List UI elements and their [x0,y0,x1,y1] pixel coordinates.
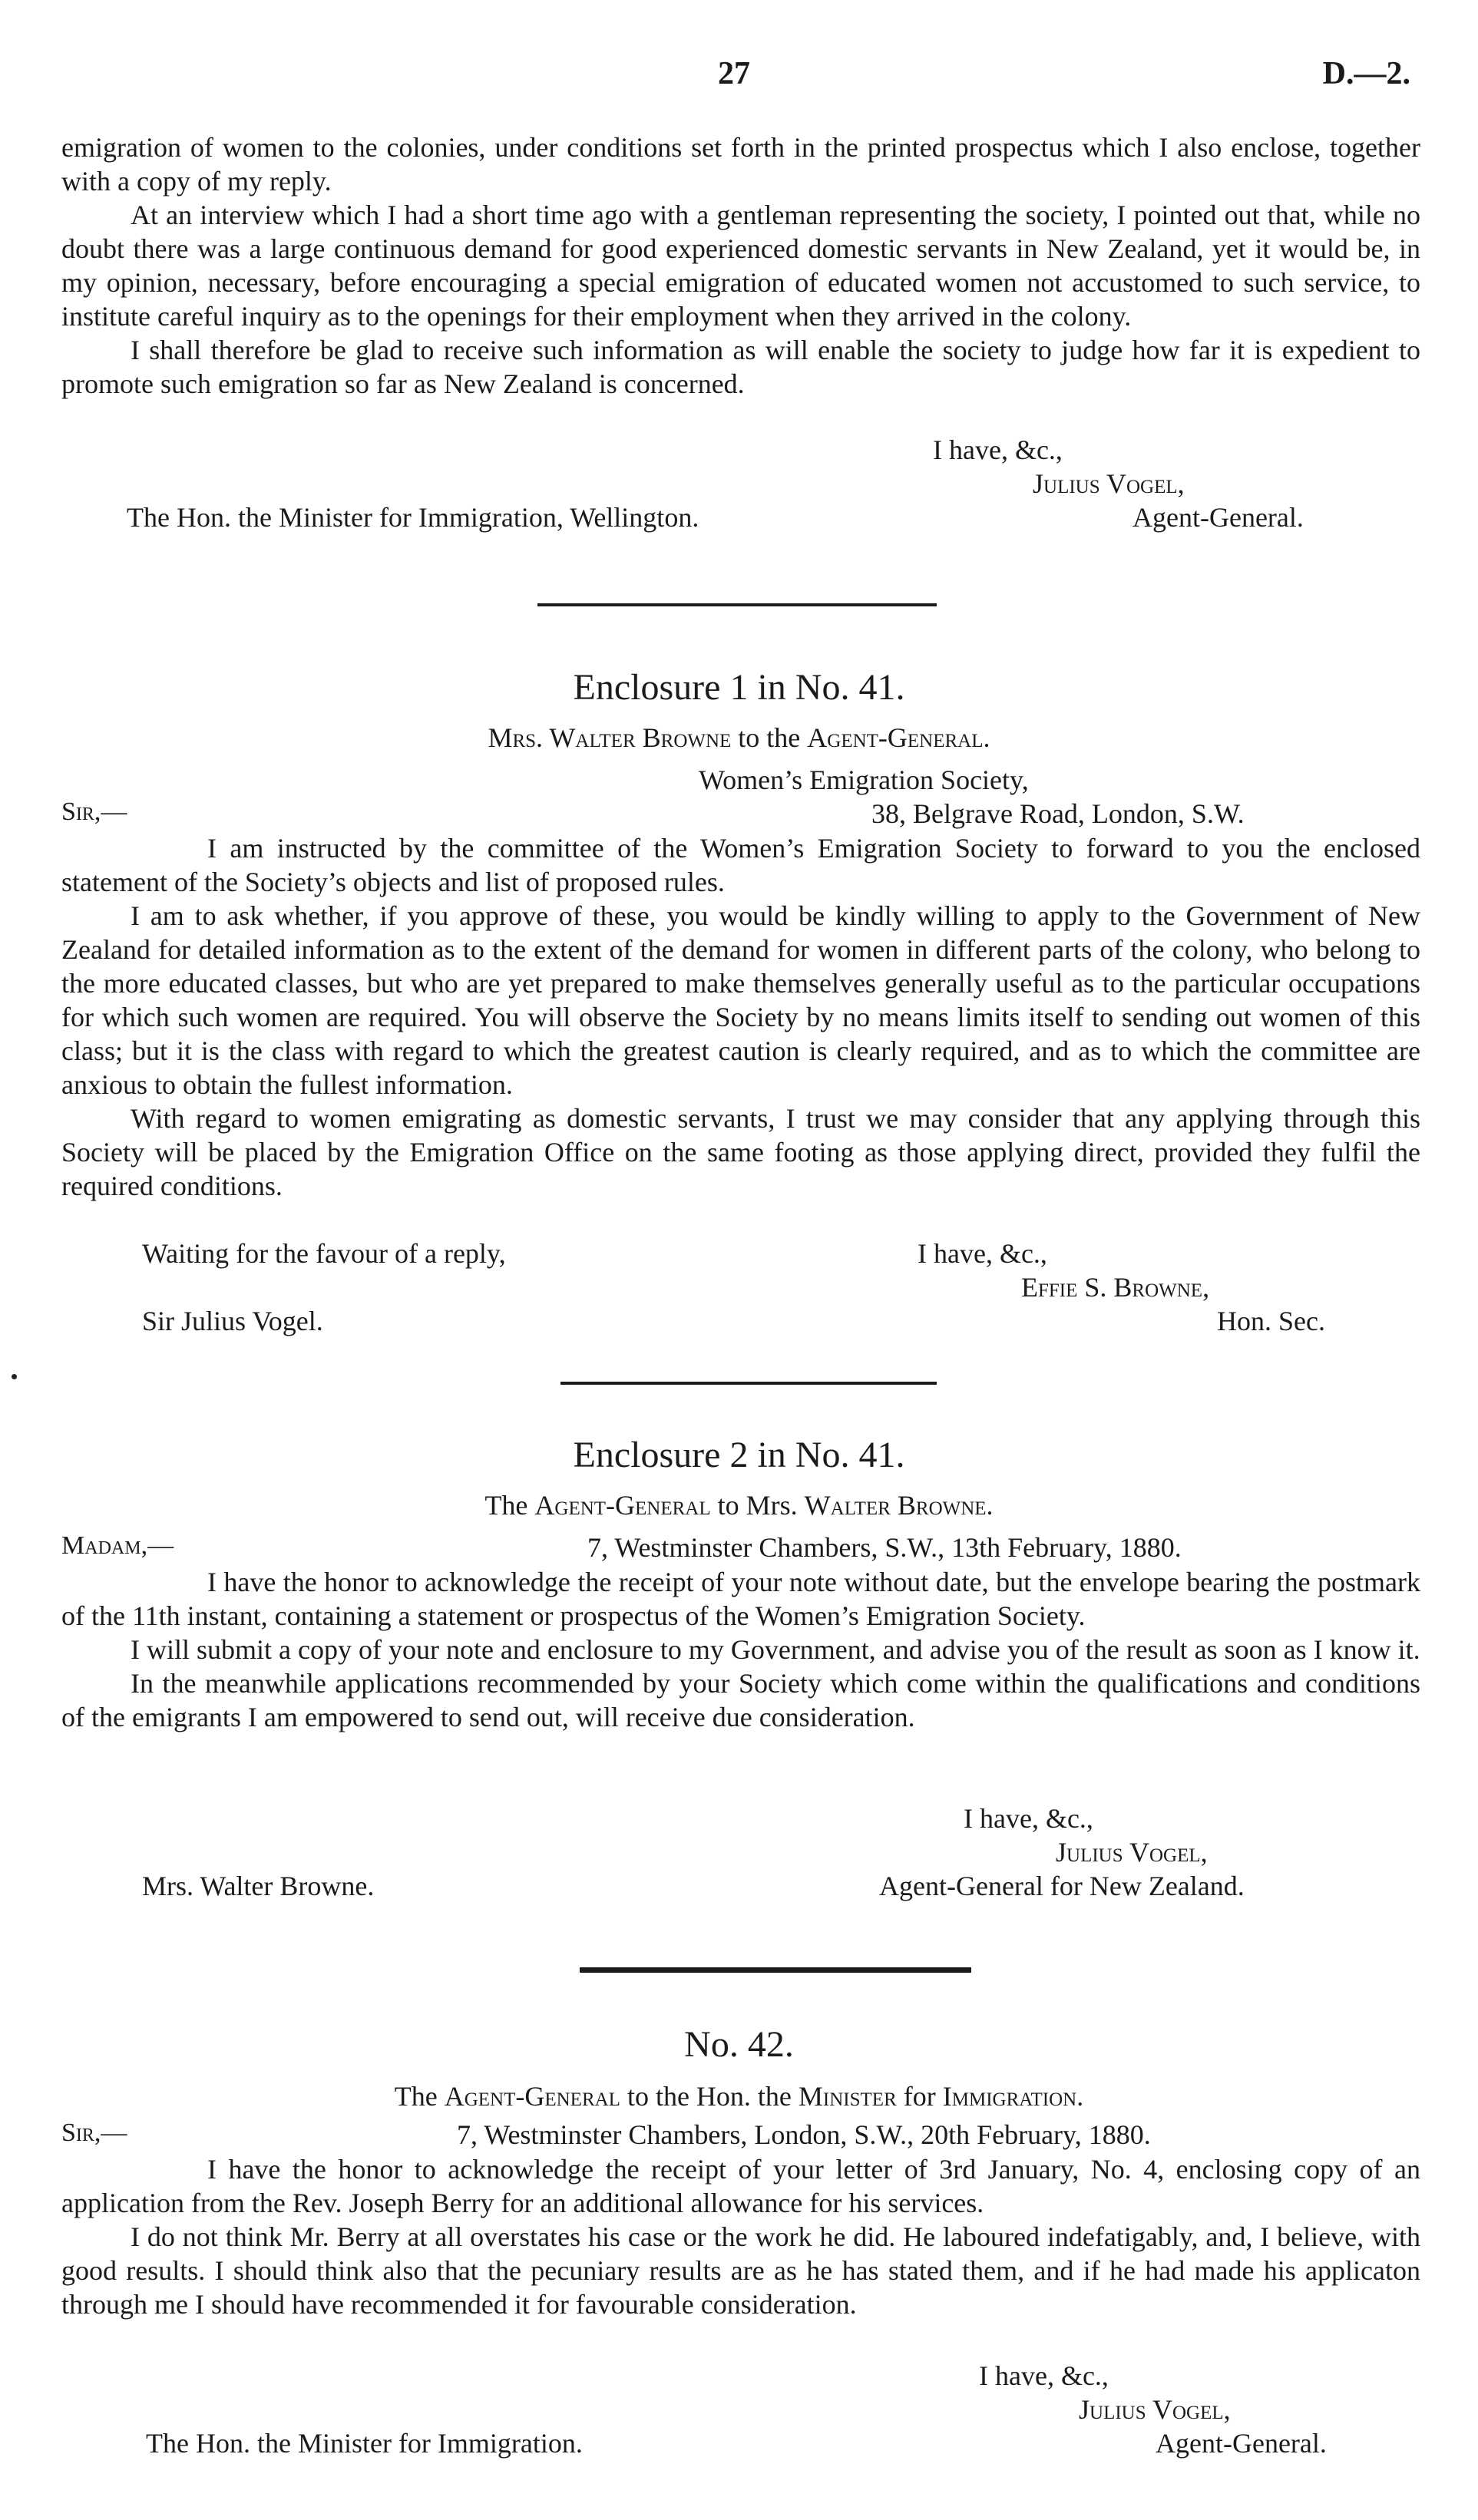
address-line: 7, Westminster Chambers, S.W., 13th February, 1880. [587,1532,1182,1563]
section-divider [537,603,937,606]
addressee: Mrs. Walter Browne. [142,1871,375,1901]
paragraph: emigration of women to the colonies, under conditions set forth in the printed prospectus which I also enclose, together with a copy of my reply. [61,132,1420,197]
subtitle-connector: to Mrs. [717,1490,798,1521]
recipient-dept: Immigration. [942,2081,1084,2112]
paragraph: I have the honor to acknowledge the receipt of your letter of 3rd January, No. 4, enclosing copy of an application from the Rev. Joseph Berry for an additional allowance for his services. [61,2154,1420,2218]
subtitle-connector-2: for [903,2081,936,2112]
paragraph: I am to ask whether, if you approve of these, you would be kindly willing to apply to the Government of New Zealand for detailed information as to the extent of the demand for women in different parts of the colony, who belong to the more educated classes, but who are yet prepared to make themselves generally useful as to the particular occupations for which such women are required. You will observe the Society by no means limits itself to sending out women of this class; but it is the class with regard to which the greatest caution is clearly required, and as to which the committee are anxious to obtain the fullest information. [61,900,1420,1100]
page-header [0,55,1478,101]
waiting-line: Waiting for the favour of a reply, [142,1238,506,1269]
letter-subtitle [0,2080,1478,2112]
paragraph: I shall therefore be glad to receive such information as will enable the society to judge how far it is expedient to promote such emigration so far as New Zealand is concerned. [61,335,1420,399]
paragraph: I will submit a copy of your note and enclosure to my Government, and advise you of the result as soon as I know it. [131,1634,1420,1665]
salutation: Sir,— [61,798,127,826]
section-divider-thick [580,1967,971,1973]
enclosure-subtitle [0,1489,1478,1521]
no42-body [61,2152,1420,2321]
subtitle-prefix: The [484,1490,528,1521]
signer-title: Agent-General. [1132,502,1304,533]
recipient-name: Walter Browne. [804,1490,994,1521]
signer-name: Julius Vogel, [1056,1837,1208,1868]
signer-title: Hon. Sec. [1217,1306,1325,1336]
recipient-name: Minister [798,2081,897,2112]
closing: I have, &c., [918,1238,1047,1269]
enclosure-subtitle [0,722,1478,754]
paragraph: With regard to women emigrating as domestic servants, I trust we may consider that any applying through this Society will be placed by the Emigration Office on the same footing as those applying direct, provided they fulfil the required conditions. [61,1103,1420,1201]
letter-number-title: No. 42. [684,2024,794,2065]
sender-name: Agent-General [534,1490,711,1521]
signer-title: Agent-General for New Zealand. [879,1871,1245,1901]
page-number: 27 [718,56,750,91]
margin-mark [12,1374,17,1379]
sender-name: Agent-General [444,2081,620,2112]
enclosure-title: Enclosure 2 in No. 41. [573,1435,905,1475]
addressee: The Hon. the Minister for Immigration. [146,2428,583,2459]
paragraph: In the meanwhile applications recommended by your Society which come within the qualifications and conditions of the emigrants I am empowered to send out, will receive due consideration. [61,1668,1420,1732]
letter-continuation [61,130,1420,401]
closing: I have, &c., [964,1803,1093,1834]
paragraph: I do not think Mr. Berry at all overstates his case or the work he did. He laboured indefatigably, and, I believe, with good results. I should think also that the pecuniary results are as he has stated them, and if he had made his applicaton through me I should have recommended it for favourable consideration. [61,2221,1420,2320]
document-reference: D.—2. [1322,56,1410,91]
paragraph: At an interview which I had a short time ago with a gentleman representing the society, I pointed out that, while no doubt there was a large continuous demand for good experienced domestic servants in New Zealand, yet it would be, in my opinion, necessary, before encouraging a special emigration of educated women not accustomed to such service, to institute careful inquiry as to the openings for their employment when they arrived in the colony. [61,200,1420,332]
enclosure-title: Enclosure 1 in No. 41. [573,667,905,708]
addressee: The Hon. the Minister for Immigration, Wellington. [127,502,699,533]
enclosure2-body [61,1565,1420,1734]
paragraph: I have the honor to acknowledge the receipt of your note without date, but the envelope bearing the postmark of the 11th instant, containing a statement or prospectus of the Women’s Emigration Society. [61,1567,1420,1631]
recipient-name: Agent-General. [807,722,990,753]
salutation: Madam,— [61,1531,174,1560]
salutation: Sir,— [61,2119,127,2147]
signer-name: Julius Vogel, [1033,468,1185,499]
signer-name: Julius Vogel, [1079,2394,1231,2425]
subtitle-prefix: The [394,2081,438,2112]
address-line-2: 38, Belgrave Road, London, S.W. [871,798,1245,829]
closing: I have, &c., [933,434,1063,465]
paragraph: I am instructed by the committee of the Women’s Emigration Society to forward to you the enclosed statement of the Society’s objects and list of proposed rules. [61,833,1420,897]
address-line-1: Women’s Emigration Society, [699,765,1029,795]
enclosure1-body [61,831,1420,1203]
sender-name: Mrs. Walter Browne [488,722,732,753]
signer-name: Effie S. Browne, [1021,1272,1210,1303]
subtitle-connector: to the [738,722,801,753]
section-divider [560,1382,937,1385]
closing: I have, &c., [979,2360,1109,2391]
subtitle-connector: to the Hon. the [627,2081,792,2112]
addressee: Sir Julius Vogel. [142,1306,323,1336]
address-line: 7, Westminster Chambers, London, S.W., 20th February, 1880. [457,2119,1151,2150]
signer-title: Agent-General. [1156,2428,1327,2459]
